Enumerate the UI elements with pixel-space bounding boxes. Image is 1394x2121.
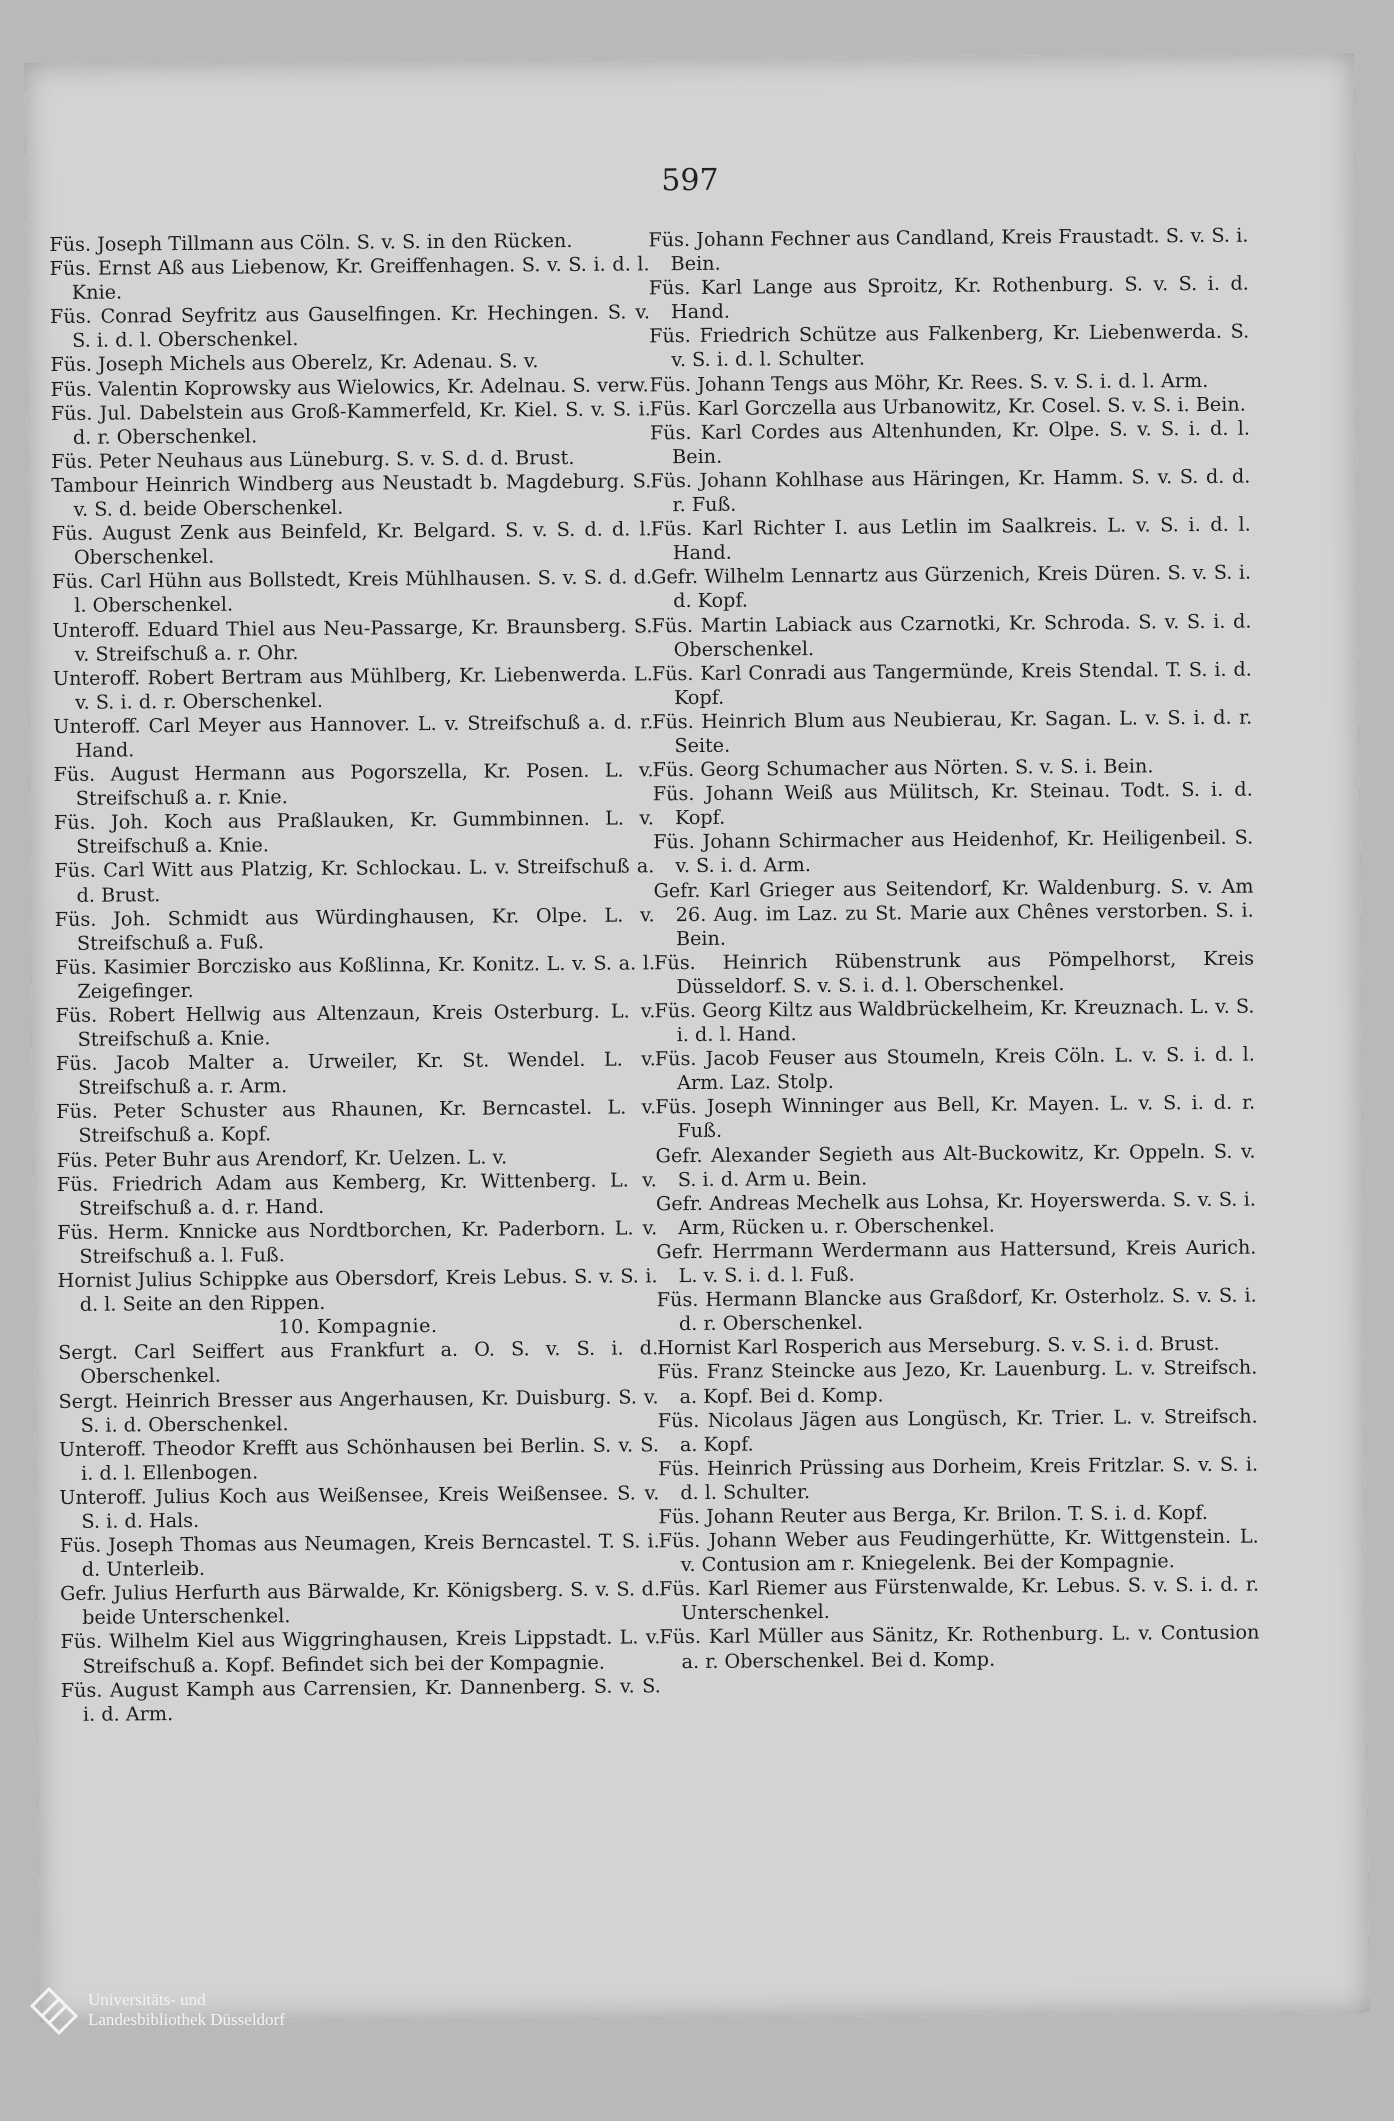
scanned-page: [24, 53, 1369, 2023]
casualty-entry: Füs. Johann Tengs aus Möhr, Kr. Rees. S. v. S. i. d. l. Arm.: [649, 368, 1209, 396]
casualty-entry: Füs. Jacob Feuser aus Stoumeln, Kreis Cöln. L. v. S. i. d. l. Arm. Laz. Stolp.: [654, 1042, 1255, 1095]
casualty-entry: Füs. Johann Kohlhase aus Häringen, Kr. Hamm. S. v. S. d. d. r. Fuß.: [650, 464, 1251, 517]
casualty-entry: Füs. Johann Weiß aus Mülitsch, Kr. Steinau. Todt. S. i. d. Kopf.: [652, 777, 1253, 830]
casualty-entry: Gefr. Alexander Segieth aus Alt-Buckowitz, Kr. Oppeln. S. v. S. i. d. Arm u. Bein.: [655, 1139, 1256, 1191]
casualty-entry: Füs. Karl Riemer aus Fürstenwalde, Kr. Lebus. S. v. S. i. d. r. Unterschenkel.: [658, 1572, 1260, 1625]
casualty-entry: Füs. Peter Schuster aus Rhaunen, Kr. Berncastel. L. v. Streifschuß a. Kopf.: [56, 1095, 657, 1148]
casualty-entry: Füs. Franz Steincke aus Jezo, Kr. Lauenburg. L. v. Streifsch. a. Kopf. Bei d. Komp.: [657, 1355, 1258, 1408]
casualty-entry: Füs. August Hermann aus Pogorszella, Kr. Posen. L. v. Streifschuß a. r. Knie.: [53, 758, 654, 810]
casualty-entry: Gefr. Wilhelm Lennartz aus Gürzenich, Kreis Düren. S. v. S. i. d. Kopf.: [650, 560, 1252, 613]
casualty-entry: Füs. Johann Weber aus Feudingerhütte, Kr. Wittgenstein. L. v. Contusion am r. Kniegelenk. Bei der Kompagnie.: [658, 1524, 1259, 1577]
watermark-line-2: Landesbibliothek Düsseldorf: [88, 2010, 285, 2029]
left-column: [49, 228, 661, 1726]
casualty-entry: Füs. Karl Conradi aus Tangermünde, Kreis Stendal. T. S. i. d. Kopf.: [651, 657, 1252, 709]
casualty-entry: Füs. Hermann Blancke aus Graßdorf, Kr. Osterholz. S. v. S. i. d. r. Oberschenkel.: [656, 1283, 1257, 1336]
casualty-entry: Füs. Jul. Dabelstein aus Groß-Kammerfeld, Kr. Kiel. S. v. S. i. d. r. Oberschenkel.: [50, 396, 651, 449]
watermark-line-1: Universitäts- und: [88, 1990, 206, 2009]
casualty-entry: Füs. Joh. Koch aus Praßlauken, Kr. Gummbinnen. L. v. Streifschuß a. Knie.: [53, 806, 655, 859]
casualty-entry: Gefr. Herrmann Werdermann aus Hattersund, Kreis Aurich. L. v. S. i. d. l. Fuß.: [656, 1235, 1257, 1288]
casualty-entry: Füs. Nicolaus Jägen aus Longüsch, Kr. Trier. L. v. Streifsch. a. Kopf.: [657, 1404, 1258, 1456]
casualty-entry: Füs. Friedrich Adam aus Kemberg, Kr. Wittenberg. L. v. Streifschuß a. d. r. Hand.: [56, 1167, 657, 1220]
casualty-entry: Unteroff. Robert Bertram aus Mühlberg, Kr. Liebenwerda. L. v. S. i. d. r. Oberschenkel.: [52, 661, 653, 714]
casualty-entry: Füs. Johann Reuter aus Berga, Kr. Brilon. T. S. i. d. Kopf.: [658, 1500, 1208, 1529]
casualty-entry: Füs. Kasimier Borczisko aus Koßlinna, Kr. Konitz. L. v. S. a. l. Zeigefinger.: [55, 951, 656, 1003]
casualty-entry: Füs. Carl Hühn aus Bollstedt, Kreis Mühlhausen. S. v. S. d. d. l. Oberschenkel.: [52, 565, 653, 618]
casualty-entry: Füs. Joseph Tillmann aus Cöln. S. v. S. in den Rücken.: [49, 228, 573, 257]
casualty-entry: Füs. Friedrich Schütze aus Falkenberg, Kr. Liebenwerda. S. v. S. i. d. l. Schulter.: [649, 319, 1250, 372]
casualty-entry: Füs. Johann Schirmacher aus Heidenhof, Kr. Heiligenbeil. S. v. S. i. d. Arm.: [653, 825, 1254, 878]
casualty-entry: Füs. Karl Richter I. aus Letlin im Saalkreis. L. v. S. i. d. l. Hand.: [650, 512, 1251, 565]
casualty-entry: Gefr. Karl Grieger aus Seitendorf, Kr. Waldenburg. S. v. Am 26. Aug. im Laz. zu St. Marie aux Chênes verstorben. S. i. Bein.: [653, 874, 1254, 950]
casualty-entry: Unteroff. Julius Koch aus Weißensee, Kreis Weißensee. S. v. S. i. d. Hals.: [59, 1481, 660, 1533]
casualty-entry: Füs. Conrad Seyfritz aus Gauselfingen. Kr. Hechingen. S. v. S. i. d. l. Oberschenkel.: [49, 300, 651, 353]
casualty-entry: Füs. Karl Lange aus Sproitz, Kr. Rothenburg. S. v. S. i. d. Hand.: [648, 271, 1249, 324]
casualty-entry: Gefr. Andreas Mechelk aus Lohsa, Kr. Hoyerswerda. S. v. S. i. Arm, Rücken u. r. Oberschenkel.: [655, 1187, 1257, 1239]
casualty-entry: Füs. Heinrich Rübenstrunk aus Pömpelhorst, Kreis Düsseldorf. S. v. S. i. d. l. Oberschenkel.: [654, 946, 1255, 999]
casualty-entry: Füs. Georg Schumacher aus Nörten. S. v. S. i. Bein.: [652, 754, 1154, 782]
casualty-entry: Unteroff. Theodor Krefft aus Schönhausen bei Berlin. S. v. S. i. d. l. Ellenbogen.: [58, 1432, 659, 1485]
casualty-entry: Unteroff. Eduard Thiel aus Neu-Passarge, Kr. Braunsberg. S. v. Streifschuß a. r. Ohr.: [52, 613, 653, 666]
casualty-entry: Gefr. Julius Herfurth aus Bärwalde, Kr. Königsberg. S. v. S. d. beide Unterschenkel.: [59, 1577, 661, 1630]
casualty-entry: Füs. Peter Buhr aus Arendorf, Kr. Uelzen. L. v.: [56, 1145, 508, 1172]
casualty-entry: Füs. Joh. Schmidt aus Würdinghausen, Kr. Olpe. L. v. Streifschuß a. Fuß.: [54, 902, 655, 955]
casualty-entry: Füs. Jacob Malter a. Urweiler, Kr. St. Wendel. L. v. Streifschuß a. r. Arm.: [55, 1047, 656, 1100]
casualty-entry: Füs. Karl Cordes aus Altenhunden, Kr. Olpe. S. v. S. i. d. l. Bein.: [649, 416, 1251, 468]
casualty-entry: Füs. Joseph Michels aus Oberelz, Kr. Adenau. S. v.: [50, 349, 539, 377]
watermark-text: [88, 1990, 285, 2030]
right-column: [648, 224, 1259, 1674]
uld-logo-icon: [28, 1985, 78, 2035]
casualty-entry: Füs. Martin Labiack aus Czarnotki, Kr. Schroda. S. v. S. i. d. Oberschenkel.: [651, 609, 1252, 661]
casualty-entry: Füs. August Kamph aus Carrensien, Kr. Dannenberg. S. v. S. i. d. Arm.: [60, 1673, 661, 1726]
casualty-entry: Füs. Joseph Winninger aus Bell, Kr. Mayen. L. v. S. i. d. r. Fuß.: [655, 1090, 1256, 1143]
casualty-entry: Füs. Carl Witt aus Platzig, Kr. Schlockau. L. v. Streifschuß a. d. Brust.: [54, 854, 655, 907]
casualty-entry: Hornist Karl Rosperich aus Merseburg. S. v. S. i. d. Brust.: [657, 1332, 1220, 1360]
casualty-entry: Füs. Herm. Knnicke aus Nordtborchen, Kr. Paderborn. L. v. Streifschuß a. l. Fuß.: [57, 1216, 658, 1268]
casualty-entry: Füs. Karl Gorczella aus Urbanowitz, Kr. Cosel. S. v. S. i. Bein.: [649, 392, 1246, 420]
casualty-entry: Füs. Heinrich Blum aus Neubierau, Kr. Sagan. L. v. S. i. d. r. Seite.: [652, 705, 1253, 758]
casualty-entry: Füs. Valentin Koprowsky aus Wielowics, Kr. Adelnau. S. verw.: [50, 372, 649, 401]
casualty-entry: Füs. Georg Kiltz aus Waldbrückelheim, Kr. Kreuznach. L. v. S. i. d. l. Hand.: [654, 994, 1255, 1047]
casualty-entry: Füs. Ernst Aß aus Liebenow, Kr. Greiffenhagen. S. v. S. i. d. l. Knie.: [49, 252, 650, 305]
casualty-entry: Füs. Heinrich Prüssing aus Dorheim, Kreis Fritzlar. S. v. S. i. d. l. Schulter.: [657, 1452, 1259, 1504]
casualty-entry: Tambour Heinrich Windberg aus Neustadt b. Magdeburg. S. v. S. d. beide Oberschenkel.: [51, 469, 652, 521]
section-heading: 10. Kompagnie.: [278, 1314, 438, 1339]
casualty-entry: Sergt. Heinrich Bresser aus Angerhausen, Kr. Duisburg. S. v. S. i. d. Oberschenkel.: [58, 1384, 659, 1437]
casualty-entry: Füs. Peter Neuhaus aus Lüneburg. S. v. S. d. d. Brust.: [51, 445, 575, 473]
casualty-entry: Sergt. Carl Seiffert aus Frankfurt a. O. S. v. S. i. d. Oberschenkel.: [58, 1336, 659, 1389]
casualty-entry: Füs. Joseph Thomas aus Neumagen, Kreis Berncastel. T. S. i. d. Unterleib.: [59, 1529, 660, 1581]
library-watermark: [28, 1985, 285, 2035]
casualty-entry: Füs. Johann Fechner aus Candland, Kreis Fraustadt. S. v. S. i. Bein.: [648, 223, 1249, 276]
casualty-entry: Hornist Julius Schippke aus Obersdorf, Kreis Lebus. S. v. S. i. d. l. Seite an den Rippen.: [57, 1264, 658, 1316]
casualty-entry: Füs. Wilhelm Kiel aus Wiggringhausen, Kreis Lippstadt. L. v. Streifschuß a. Kopf. Befindet sich bei der Kompagnie.: [60, 1625, 661, 1678]
casualty-entry: Füs. Robert Hellwig aus Altenzaun, Kreis Osterburg. L. v. Streifschuß a. Knie.: [55, 999, 656, 1051]
casualty-entry: Unteroff. Carl Meyer aus Hannover. L. v. Streifschuß a. d. r. Hand.: [53, 710, 654, 762]
casualty-entry: Füs. August Zenk aus Beinfeld, Kr. Belgard. S. v. S. d. d. l. Oberschenkel.: [51, 517, 652, 570]
page-number: 597: [661, 162, 719, 199]
casualty-entry: Füs. Karl Müller aus Sänitz, Kr. Rothenburg. L. v. Contusion a. r. Oberschenkel. Bei d. Komp.: [659, 1621, 1260, 1673]
